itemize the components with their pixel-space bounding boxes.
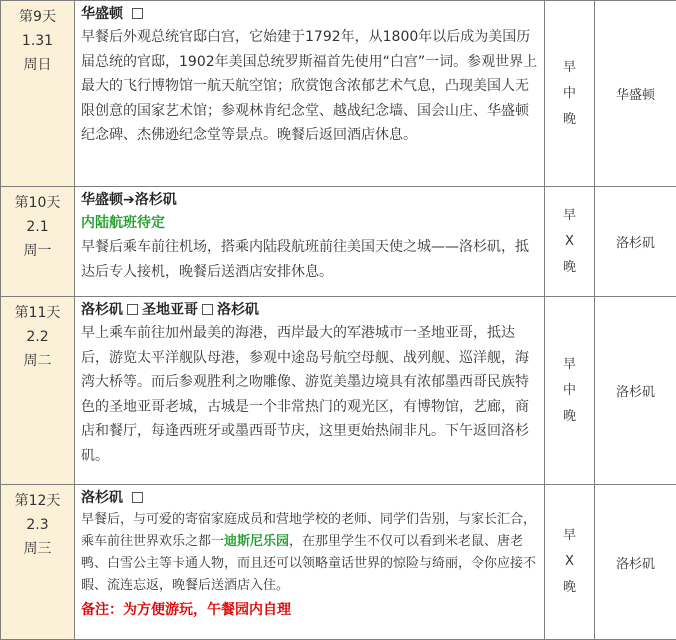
- meal-dinner: 晚: [545, 575, 594, 601]
- day-number: 第12天: [1, 489, 74, 513]
- day-cell: [1, 485, 75, 640]
- itinerary-row-day12: [1, 485, 676, 640]
- day-date: 2.1: [1, 215, 74, 239]
- disneyland-highlight: 迪斯尼乐园: [224, 534, 289, 549]
- day-title-destination: 洛杉矶: [135, 192, 177, 208]
- day-cell: [1, 297, 75, 485]
- description-cell: [75, 485, 545, 640]
- day-title-city: 洛杉矶: [81, 490, 123, 506]
- meals-cell: [545, 485, 595, 640]
- day-description: 早餐后乘车前往机场，搭乘内陆段航班前往美国天使之城——洛杉矶，抵达后专人接机，晚餐后送酒店安排休息。: [81, 235, 538, 284]
- day-date: 1.31: [1, 29, 74, 53]
- hotel-cell: 洛杉矶: [595, 485, 676, 640]
- day-title: [81, 299, 538, 321]
- day-number: 第9天: [1, 5, 74, 29]
- itinerary-row-day10: [1, 187, 676, 297]
- day-cell: [1, 187, 75, 297]
- meals-cell: [545, 187, 595, 297]
- meal-lunch: 中: [545, 378, 594, 404]
- day-title-origin: 华盛顿: [81, 192, 123, 208]
- meal-breakfast: 早: [545, 523, 594, 549]
- hotel-cell: 华盛顿: [595, 1, 676, 187]
- meal-lunch: 中: [545, 81, 594, 107]
- meals-cell: [545, 1, 595, 187]
- meal-dinner: 晚: [545, 107, 594, 133]
- day-cell: [1, 1, 75, 187]
- description-text: 早餐后，与可爱的寄宿家庭成员和营地学校的老师、同学们告别，与家长汇合，乘车前往世界欢乐之都一: [81, 512, 536, 549]
- meal-breakfast: 早: [545, 55, 594, 81]
- meals-cell: [545, 297, 595, 485]
- day-date: 2.2: [1, 325, 74, 349]
- lunch-note: 备注：为方便游玩，午餐园内自理: [81, 597, 538, 623]
- day-title-city: 洛杉矶: [217, 302, 259, 318]
- meal-dinner: 晚: [545, 255, 594, 281]
- day-number: 第10天: [1, 191, 74, 215]
- day-title-city: 洛杉矶: [81, 302, 123, 318]
- itinerary-row-day9: [1, 1, 676, 187]
- hotel-cell: 洛杉矶: [595, 297, 676, 485]
- square-marker-icon: [132, 8, 143, 19]
- day-weekday: 周二: [1, 349, 74, 373]
- day-description: [81, 509, 538, 597]
- meal-dinner: 晚: [545, 404, 594, 430]
- description-cell: [75, 297, 545, 485]
- square-marker-icon: [132, 492, 143, 503]
- hotel-cell: 洛杉矶: [595, 187, 676, 297]
- day-title: [81, 3, 538, 25]
- day-date: 2.3: [1, 513, 74, 537]
- day-title: [81, 189, 538, 211]
- itinerary-row-day11: [1, 297, 676, 485]
- description-cell: [75, 1, 545, 187]
- day-weekday: 周一: [1, 239, 74, 263]
- square-marker-icon: [202, 304, 213, 315]
- meal-lunch: X: [545, 229, 594, 255]
- arrow-right-icon: ➔: [123, 192, 135, 208]
- description-text: ，在那里学生不仅可以看到米老鼠、唐老鸭、白雪公主等卡通人物，而且还可以领略童话世界的惊险与绮丽，令你应接不暇、流连忘返，晚餐后送酒店入住。: [81, 534, 536, 593]
- meal-breakfast: 早: [545, 203, 594, 229]
- flight-note: 内陆航班待定: [81, 211, 538, 235]
- day-title-city: 华盛顿: [81, 6, 123, 22]
- description-cell: [75, 187, 545, 297]
- day-number: 第11天: [1, 301, 74, 325]
- square-marker-icon: [127, 304, 138, 315]
- meal-breakfast: 早: [545, 352, 594, 378]
- day-description: 早餐后外观总统官邸白宫，它始建于1792年，从1800年以后成为美国历届总统的官邸，1902年美国总统罗斯福首先使用“白宫”一词。参观世界上最大的飞行博物馆一航天航空馆；欣赏饱含浓郁艺术气息，凸现美国人无限创意的国家艺术馆；参观林肯纪念堂、越战纪念墙、国会山庄、华盛顿纪念碑、杰佛逊纪念堂等景点。晚餐后返回酒店休息。: [81, 25, 538, 148]
- day-weekday: 周日: [1, 53, 74, 77]
- day-title-city: 圣地亚哥: [142, 302, 198, 318]
- day-description: 早上乘车前往加州最美的海港，西岸最大的军港城市一圣地亚哥，抵达后，游览太平洋舰队母港，参观中途岛号航空母舰、战列舰、巡洋舰，海湾大桥等。而后参观胜利之吻雕像、游览美墨边境具有浓郁墨西哥民族特色的圣地亚哥老城，古城是一个非常热门的观光区，有博物馆，艺廊，商店和餐厅，每逢西班牙或墨西哥节庆，这里更始热闹非凡。下午返回洛杉矶。: [81, 321, 538, 468]
- meal-lunch: X: [545, 549, 594, 575]
- day-title: [81, 487, 538, 509]
- day-weekday: 周三: [1, 537, 74, 561]
